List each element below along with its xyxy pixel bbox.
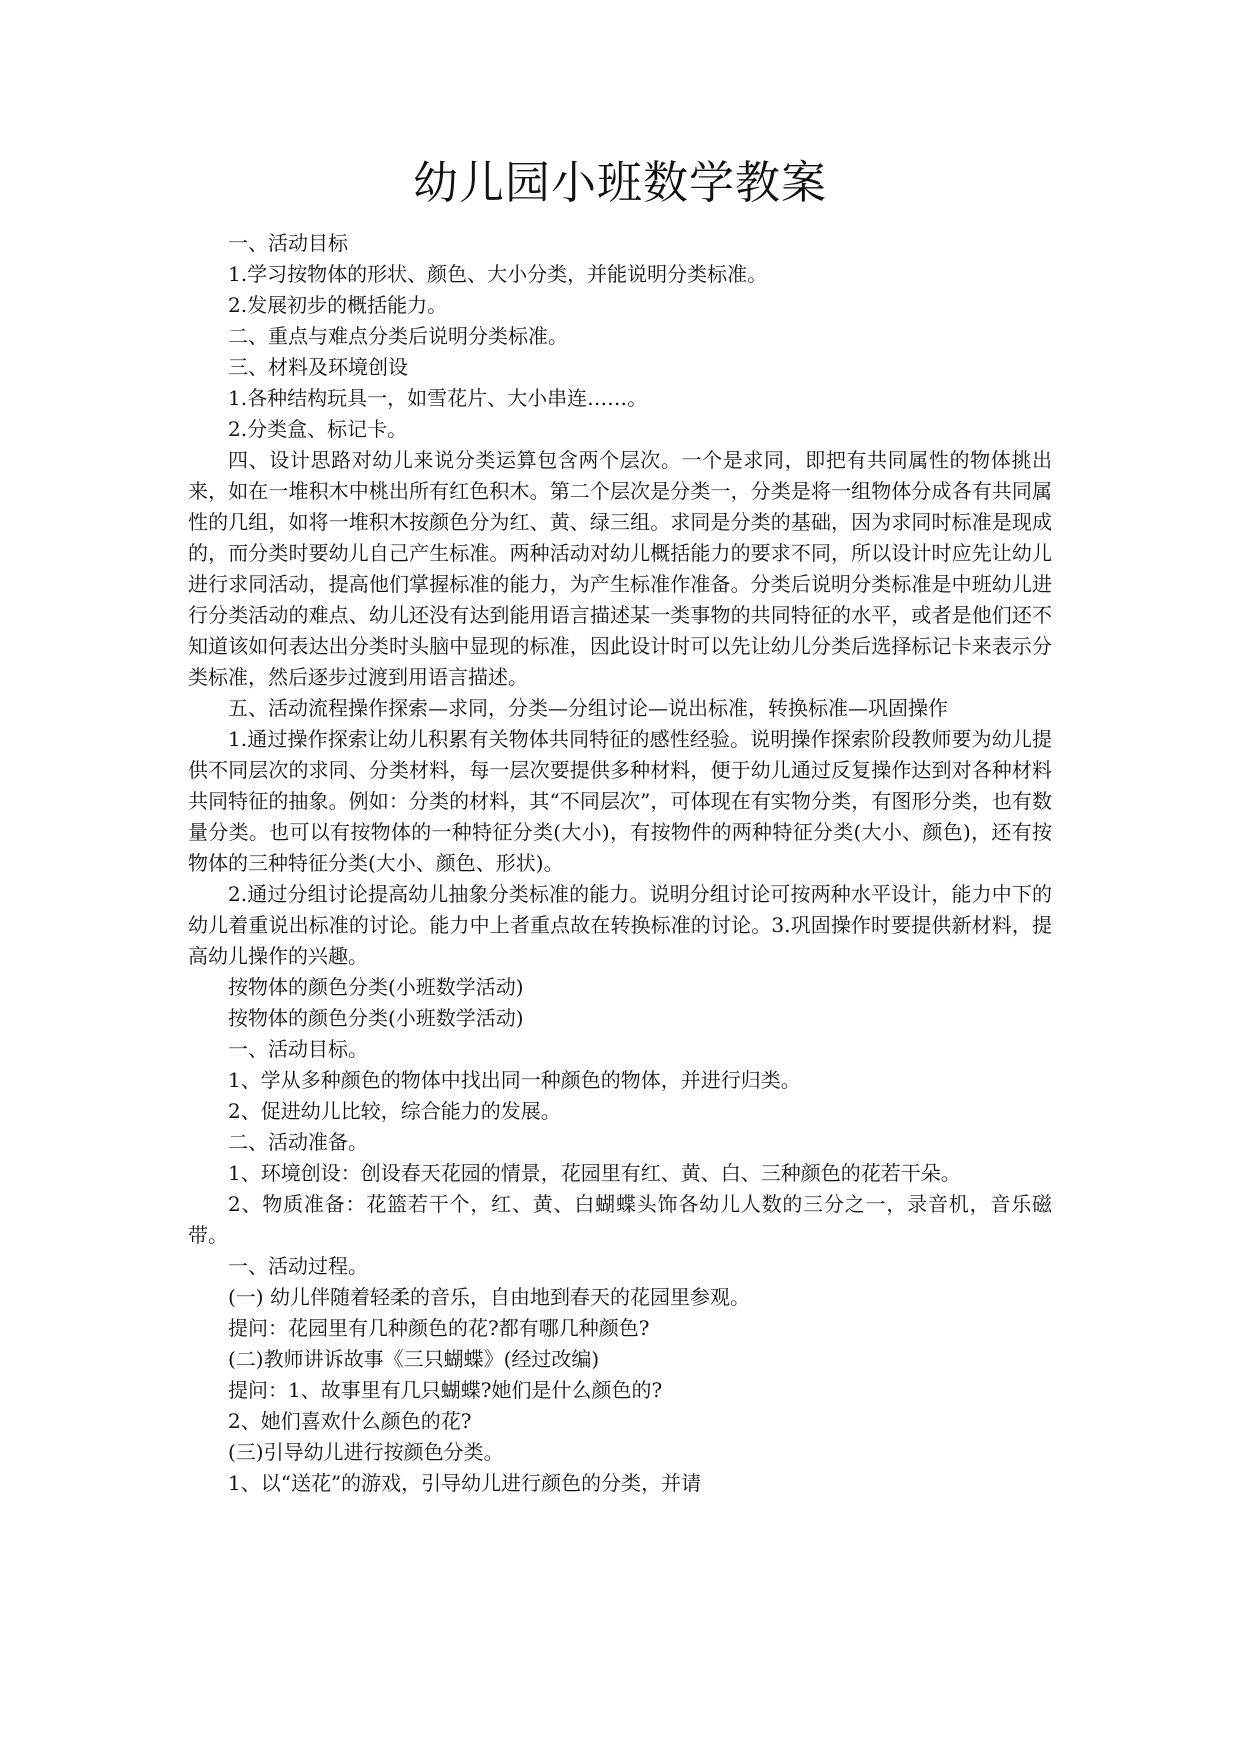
- paragraph: 1.学习按物体的形状、颜色、大小分类，并能说明分类标准。: [228, 262, 768, 286]
- paragraph: (二)教师讲诉故事《三只蝴蝶》(经过改编): [228, 1347, 600, 1371]
- paragraph: 提问：1、故事里有几只蝴蝶?她们是什么颜色的?: [228, 1378, 663, 1402]
- paragraph: 2、物质准备：花篮若干个，红、黄、白蝴蝶头饰各幼儿人数的三分之一，录音机，音乐磁带。: [188, 1192, 1052, 1247]
- paragraph: 提问：花园里有几种颜色的花?都有哪几种颜色?: [228, 1316, 650, 1340]
- paragraph: 三、材料及环境创设: [228, 355, 408, 379]
- paragraph: 一、活动目标。: [228, 1037, 368, 1061]
- paragraph: 1.各种结构玩具一，如雪花片、大小串连……。: [228, 386, 648, 410]
- paragraph: 一、活动目标: [228, 231, 348, 255]
- paragraph: 按物体的颜色分类(小班数学活动): [228, 1006, 524, 1030]
- paragraph: (三)引导幼儿进行按颜色分类。: [228, 1440, 504, 1464]
- paragraph: 2.分类盒、标记卡。: [228, 417, 408, 441]
- paragraph: 2、促进幼儿比较，综合能力的发展。: [228, 1099, 561, 1123]
- paragraph: 1、环境创设：创设春天花园的情景，花园里有红、黄、白、三种颜色的花若干朵。: [228, 1161, 961, 1185]
- paragraph: 2、她们喜欢什么颜色的花?: [228, 1409, 472, 1433]
- paragraph: 2.通过分组讨论提高幼儿抽象分类标准的能力。说明分组讨论可按两种水平设计，能力中下的幼儿着重说出标准的讨论。能力中上者重点故在转换标准的讨论。3.巩固操作时要提供新材料，提高幼儿操作的兴趣。: [188, 882, 1052, 968]
- paragraph: 按物体的颜色分类(小班数学活动): [228, 975, 524, 999]
- paragraph: 2.发展初步的概括能力。: [228, 293, 448, 317]
- paragraph: 1.通过操作探索让幼儿积累有关物体共同特征的感性经验。说明操作探索阶段教师要为幼儿提供不同层次的求同、分类材料，每一层次要提供多种材料，便于幼儿通过反复操作达到对各种材料共同特征的抽象。例如：分类的材料，其“不同层次”，可体现在有实物分类，有图形分类，也有数量分类。也可以有按物体的一种特征分类(大小)，有按物件的两种特征分类(大小、颜色)，还有按物体的三种特征分类(大小、颜色、形状)。: [188, 727, 1052, 875]
- paragraph: 四、设计思路对幼儿来说分类运算包含两个层次。一个是求同，即把有共同属性的物体挑出来，如在一堆积木中桃出所有红色积木。第二个层次是分类一，分类是将一组物体分成各有共同属性的几组，如将一堆积木按颜色分为红、黄、绿三组。求同是分类的基础，因为求同时标准是现成的，而分类时要幼儿自己产生标准。两种活动对幼儿概括能力的要求不同，所以设计时应先让幼儿进行求同活动，提高他们掌握标准的能力，为产生标准作准备。分类后说明分类标准是中班幼儿进行分类活动的难点、幼儿还没有达到能用语言描述某一类事物的共同特征的水平，或者是他们还不知道该如何表达出分类时头脑中显现的标准，因此设计时可以先让幼儿分类后选择标记卡来表示分类标准，然后逐步过渡到用语言描述。: [188, 448, 1052, 689]
- document-page: [188, 150, 1052, 1499]
- paragraph: (一) 幼儿伴随着轻柔的音乐，自由地到春天的花园里参观。: [228, 1285, 750, 1309]
- paragraph: 一、活动过程。: [228, 1254, 368, 1278]
- paragraph: 五、活动流程操作探索—求同，分类—分组讨论—说出标准，转换标准—巩固操作: [228, 696, 948, 720]
- document-title: 幼儿园小班数学教案: [412, 156, 827, 209]
- paragraph: 1、以“送花”的游戏，引导幼儿进行颜色的分类，并请: [228, 1471, 702, 1495]
- paragraph: 1、学从多种颜色的物体中找出同一种颜色的物体，并进行归类。: [228, 1068, 801, 1092]
- paragraph: 二、重点与难点分类后说明分类标准。: [228, 324, 568, 348]
- paragraph: 二、活动准备。: [228, 1130, 368, 1154]
